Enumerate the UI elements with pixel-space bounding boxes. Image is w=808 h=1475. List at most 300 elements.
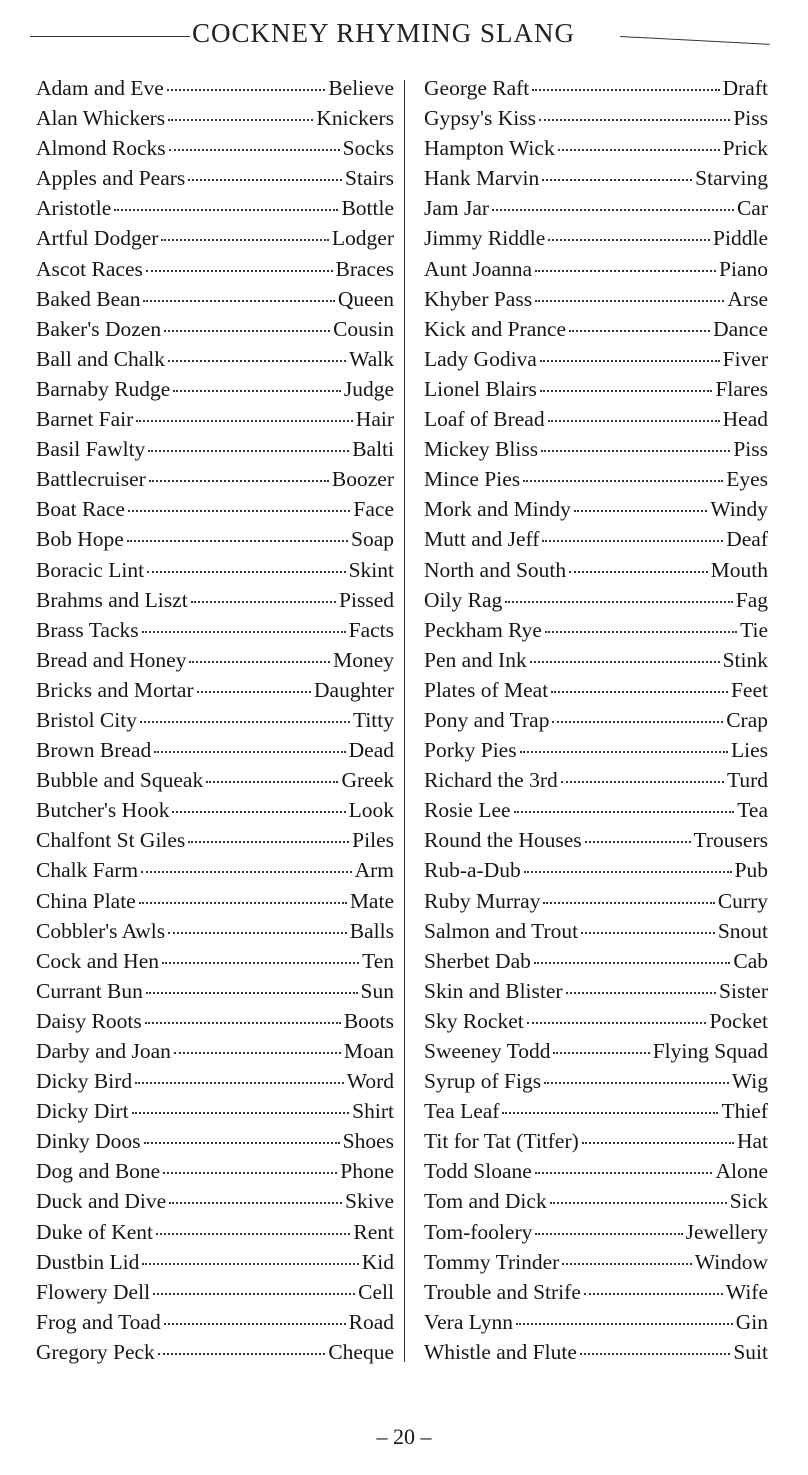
slang-meaning: Turd bbox=[726, 768, 768, 793]
dot-leader bbox=[135, 1082, 344, 1084]
slang-term: Hampton Wick bbox=[424, 136, 555, 161]
slang-meaning: Bottle bbox=[341, 196, 394, 221]
slang-term: Vera Lynn bbox=[424, 1309, 513, 1334]
dot-leader bbox=[580, 1353, 730, 1355]
dot-leader bbox=[145, 1022, 341, 1024]
dot-leader bbox=[562, 1263, 692, 1265]
slang-meaning: Shoes bbox=[342, 1129, 394, 1154]
slang-term: Butcher's Hook bbox=[36, 798, 170, 823]
slang-term: Jam Jar bbox=[424, 196, 490, 221]
slang-entry bbox=[36, 407, 394, 437]
slang-meaning: Flying Squad bbox=[652, 1039, 768, 1063]
slang-meaning: Skint bbox=[348, 557, 394, 582]
slang-entry bbox=[36, 437, 394, 467]
slang-meaning: Window bbox=[694, 1249, 768, 1274]
dot-leader bbox=[530, 661, 720, 663]
header-rule-right bbox=[620, 36, 770, 45]
slang-term: Dustbin Lid bbox=[36, 1249, 140, 1274]
slang-meaning: Phone bbox=[340, 1159, 394, 1184]
slang-term: Loaf of Bread bbox=[424, 407, 545, 432]
slang-term: Hank Marvin bbox=[424, 166, 540, 191]
slang-meaning: Rent bbox=[353, 1219, 394, 1244]
slang-entry bbox=[36, 1250, 394, 1280]
slang-term: Sweeney Todd bbox=[424, 1039, 551, 1063]
slang-term: Barnaby Rudge bbox=[36, 376, 171, 401]
slang-term: Dog and Bone bbox=[36, 1159, 161, 1184]
dot-leader bbox=[551, 691, 728, 693]
slang-entry bbox=[36, 196, 394, 226]
slang-meaning: Gin bbox=[735, 1309, 768, 1334]
dot-leader bbox=[162, 962, 359, 964]
slang-term: Baker's Dozen bbox=[36, 316, 162, 341]
slang-term: Sky Rocket bbox=[424, 1008, 524, 1033]
slang-meaning: Look bbox=[348, 798, 394, 823]
slang-entry bbox=[424, 858, 768, 888]
slang-term: Ruby Murray bbox=[424, 888, 541, 913]
slang-entry bbox=[424, 648, 768, 678]
slang-entry bbox=[424, 889, 768, 919]
slang-meaning: Snout bbox=[717, 918, 768, 943]
slang-meaning: Stink bbox=[722, 647, 768, 672]
slang-meaning: Lies bbox=[730, 738, 768, 763]
dot-leader bbox=[146, 270, 333, 272]
dot-leader bbox=[169, 149, 340, 151]
dot-leader bbox=[168, 932, 347, 934]
slang-term: Round the Houses bbox=[424, 828, 582, 853]
slang-entry bbox=[424, 768, 768, 798]
slang-term: Bubble and Squeak bbox=[36, 768, 204, 793]
slang-entry bbox=[424, 317, 768, 347]
slang-term: Richard the 3rd bbox=[424, 768, 558, 793]
slang-entry bbox=[36, 1129, 394, 1159]
slang-term: Flowery Dell bbox=[36, 1279, 151, 1304]
dot-leader bbox=[558, 149, 720, 151]
dot-leader bbox=[173, 390, 340, 392]
slang-entry bbox=[424, 1310, 768, 1340]
slang-meaning: Believe bbox=[328, 76, 394, 100]
dot-leader bbox=[585, 841, 691, 843]
slang-term: Barnet Fair bbox=[36, 407, 134, 432]
slang-meaning: Facts bbox=[348, 617, 394, 642]
slang-meaning: Crap bbox=[726, 707, 768, 732]
slang-meaning: Stairs bbox=[345, 166, 394, 191]
slang-term: Cobbler's Awls bbox=[36, 918, 166, 943]
slang-entry bbox=[424, 76, 768, 106]
slang-meaning: Titty bbox=[352, 707, 394, 732]
slang-entry bbox=[36, 919, 394, 949]
slang-entry bbox=[424, 467, 768, 497]
dot-leader bbox=[552, 721, 723, 723]
slang-meaning: Pub bbox=[734, 858, 768, 883]
slang-entry bbox=[36, 558, 394, 588]
dot-leader bbox=[132, 1112, 350, 1114]
slang-entry bbox=[424, 1189, 768, 1219]
dot-leader bbox=[149, 480, 329, 482]
slang-meaning: Fiver bbox=[722, 346, 768, 371]
slang-term: Ball and Chalk bbox=[36, 346, 165, 371]
slang-term: Tom and Dick bbox=[424, 1189, 547, 1214]
slang-entry bbox=[36, 828, 394, 858]
dot-leader bbox=[548, 420, 720, 422]
slang-term: Tommy Trinder bbox=[424, 1249, 560, 1274]
slang-entry bbox=[36, 858, 394, 888]
dot-leader bbox=[540, 390, 713, 392]
dot-leader bbox=[541, 450, 730, 452]
header-rule-left bbox=[30, 36, 190, 37]
slang-entry bbox=[424, 437, 768, 467]
slang-entry bbox=[424, 1220, 768, 1250]
slang-meaning: Wife bbox=[725, 1279, 768, 1304]
slang-meaning: Road bbox=[348, 1309, 394, 1334]
slang-meaning: Pocket bbox=[709, 1008, 768, 1033]
dot-leader bbox=[158, 1353, 326, 1355]
dot-leader bbox=[143, 300, 334, 302]
slang-meaning: Word bbox=[346, 1069, 394, 1094]
slang-term: Rosie Lee bbox=[424, 798, 511, 823]
column-divider bbox=[404, 80, 405, 1362]
slang-entry bbox=[424, 106, 768, 136]
slang-entry bbox=[36, 1280, 394, 1310]
dot-leader bbox=[139, 902, 347, 904]
dot-leader bbox=[581, 932, 715, 934]
slang-entry bbox=[424, 919, 768, 949]
slang-term: Brass Tacks bbox=[36, 617, 139, 642]
slang-term: Peckham Rye bbox=[424, 617, 542, 642]
slang-entry bbox=[36, 738, 394, 768]
slang-entry bbox=[424, 558, 768, 588]
slang-term: Daisy Roots bbox=[36, 1008, 142, 1033]
slang-meaning: Dance bbox=[713, 316, 768, 341]
slang-meaning: Eyes bbox=[726, 467, 768, 492]
slang-entry bbox=[424, 347, 768, 377]
slang-meaning: Ten bbox=[362, 948, 394, 973]
slang-term: Gypsy's Kiss bbox=[424, 106, 536, 131]
slang-term: Pony and Trap bbox=[424, 707, 550, 732]
dot-leader bbox=[574, 510, 707, 512]
slang-term: Alan Whickers bbox=[36, 106, 166, 131]
dot-leader bbox=[163, 1172, 337, 1174]
slang-term: Aristotle bbox=[36, 196, 112, 221]
slang-entry bbox=[36, 76, 394, 106]
slang-term: Bristol City bbox=[36, 707, 137, 732]
dot-leader bbox=[520, 751, 728, 753]
dot-leader bbox=[144, 1142, 340, 1144]
slang-entry bbox=[36, 1340, 394, 1370]
slang-meaning: Fag bbox=[735, 587, 768, 612]
slang-term: Tit for Tat (Titfer) bbox=[424, 1129, 579, 1154]
slang-entry bbox=[36, 588, 394, 618]
slang-term: Syrup of Figs bbox=[424, 1069, 542, 1094]
slang-term: Brown Bread bbox=[36, 738, 152, 763]
slang-entry bbox=[424, 1099, 768, 1129]
slang-entry bbox=[424, 1250, 768, 1280]
slang-entry bbox=[424, 226, 768, 256]
dot-leader bbox=[164, 1323, 346, 1325]
dot-leader bbox=[114, 209, 338, 211]
slang-entry bbox=[424, 949, 768, 979]
dot-leader bbox=[142, 1263, 358, 1265]
slang-meaning: Prick bbox=[722, 136, 768, 161]
slang-entry bbox=[36, 226, 394, 256]
slang-entry bbox=[424, 1009, 768, 1039]
dot-leader bbox=[168, 119, 313, 121]
slang-term: Whistle and Flute bbox=[424, 1339, 577, 1364]
slang-entry bbox=[36, 347, 394, 377]
slang-entry bbox=[424, 1129, 768, 1159]
slang-term: Skin and Blister bbox=[424, 978, 563, 1003]
dot-leader bbox=[167, 89, 326, 91]
page-title: COCKNEY RHYMING SLANG bbox=[192, 18, 576, 48]
slang-entry bbox=[36, 1099, 394, 1129]
slang-term: Bricks and Mortar bbox=[36, 677, 194, 702]
slang-entry bbox=[424, 136, 768, 166]
dot-leader bbox=[539, 119, 730, 121]
slang-entry bbox=[424, 708, 768, 738]
slang-entry bbox=[36, 979, 394, 1009]
slang-meaning: Flares bbox=[715, 376, 768, 401]
slang-entry bbox=[36, 678, 394, 708]
slang-entry bbox=[424, 497, 768, 527]
slang-meaning: Balls bbox=[349, 918, 394, 943]
slang-meaning: Dead bbox=[348, 738, 394, 763]
slang-entry bbox=[424, 828, 768, 858]
dot-leader bbox=[206, 781, 338, 783]
slang-entry bbox=[36, 1310, 394, 1340]
dot-leader bbox=[582, 1142, 734, 1144]
slang-entry bbox=[36, 1159, 394, 1189]
dot-leader bbox=[535, 270, 716, 272]
slang-term: Baked Bean bbox=[36, 286, 141, 311]
dot-leader bbox=[505, 601, 733, 603]
slang-term: Chalfont St Giles bbox=[36, 828, 186, 853]
slang-term: Bob Hope bbox=[36, 527, 124, 552]
dot-leader bbox=[569, 571, 708, 573]
slang-term: Rub-a-Dub bbox=[424, 858, 521, 883]
slang-entry bbox=[36, 648, 394, 678]
slang-term: North and South bbox=[424, 557, 567, 582]
slang-meaning: Starving bbox=[695, 166, 768, 191]
slang-term: Mince Pies bbox=[424, 467, 521, 492]
slang-meaning: Judge bbox=[343, 376, 394, 401]
dot-leader bbox=[550, 1202, 727, 1204]
slang-meaning: Deaf bbox=[726, 527, 768, 552]
slang-term: Trouble and Strife bbox=[424, 1279, 581, 1304]
slang-meaning: Piano bbox=[719, 256, 768, 281]
dot-leader bbox=[534, 962, 730, 964]
dot-leader bbox=[553, 1052, 649, 1054]
slang-term: Dinky Doos bbox=[36, 1129, 141, 1154]
slang-entry bbox=[36, 257, 394, 287]
slang-meaning: Kid bbox=[361, 1249, 394, 1274]
dot-leader bbox=[544, 1082, 729, 1084]
slang-term: Cock and Hen bbox=[36, 948, 159, 973]
slang-entry bbox=[36, 768, 394, 798]
slang-meaning: Piles bbox=[352, 828, 394, 853]
slang-meaning: Cell bbox=[358, 1279, 394, 1304]
slang-entry bbox=[36, 798, 394, 828]
slang-meaning: Mate bbox=[349, 888, 394, 913]
dot-leader bbox=[188, 179, 342, 181]
slang-term: Ascot Races bbox=[36, 256, 143, 281]
slang-meaning: Daughter bbox=[314, 677, 394, 702]
slang-entry bbox=[424, 166, 768, 196]
slang-term: Dicky Dirt bbox=[36, 1099, 129, 1124]
dot-leader bbox=[188, 841, 349, 843]
dot-leader bbox=[161, 239, 329, 241]
slang-term: George Raft bbox=[424, 76, 530, 100]
slang-term: Jimmy Riddle bbox=[424, 226, 546, 251]
slang-entry bbox=[424, 196, 768, 226]
slang-entry bbox=[36, 317, 394, 347]
dot-leader bbox=[524, 871, 732, 873]
slang-term: Pen and Ink bbox=[424, 647, 527, 672]
slang-term: Mork and Mindy bbox=[424, 497, 571, 522]
slang-meaning: Balti bbox=[352, 437, 394, 462]
slang-entry bbox=[36, 1039, 394, 1069]
slang-term: Basil Fawlty bbox=[36, 437, 146, 462]
slang-term: Artful Dodger bbox=[36, 226, 159, 251]
dot-leader bbox=[545, 631, 737, 633]
slang-entry bbox=[36, 949, 394, 979]
slang-meaning: Tie bbox=[740, 617, 768, 642]
slang-term: Brahms and Liszt bbox=[36, 587, 188, 612]
slang-meaning: Pissed bbox=[339, 587, 394, 612]
dot-leader bbox=[128, 510, 350, 512]
slang-meaning: Skive bbox=[345, 1189, 394, 1214]
slang-term: Chalk Farm bbox=[36, 858, 139, 883]
dot-leader bbox=[146, 992, 358, 994]
slang-meaning: Cheque bbox=[328, 1339, 394, 1364]
dot-leader bbox=[191, 601, 336, 603]
slang-entry bbox=[424, 287, 768, 317]
dot-leader bbox=[542, 540, 723, 542]
slang-entry bbox=[424, 1159, 768, 1189]
slang-meaning: Feet bbox=[730, 677, 768, 702]
slang-meaning: Hat bbox=[736, 1129, 768, 1154]
dot-leader bbox=[172, 811, 345, 813]
slang-meaning: Piddle bbox=[713, 226, 768, 251]
page-header bbox=[30, 14, 778, 58]
slang-meaning: Windy bbox=[710, 497, 768, 522]
slang-entry bbox=[424, 1280, 768, 1310]
slang-entry bbox=[424, 798, 768, 828]
dot-leader bbox=[147, 571, 346, 573]
slang-meaning: Draft bbox=[722, 76, 768, 100]
slang-term: Bread and Honey bbox=[36, 647, 187, 672]
slang-term: Apples and Pears bbox=[36, 166, 186, 191]
slang-meaning: Queen bbox=[337, 286, 394, 311]
slang-meaning: Alone bbox=[715, 1159, 768, 1184]
slang-meaning: Arm bbox=[354, 858, 394, 883]
dot-leader bbox=[141, 871, 351, 873]
slang-meaning: Piss bbox=[733, 437, 768, 462]
slang-term: Tea Leaf bbox=[424, 1099, 500, 1124]
slang-meaning: Money bbox=[333, 647, 394, 672]
dot-leader bbox=[542, 179, 692, 181]
slang-entry bbox=[36, 287, 394, 317]
slang-meaning: Boots bbox=[343, 1008, 394, 1033]
dot-leader bbox=[154, 751, 345, 753]
slang-term: Frog and Toad bbox=[36, 1309, 161, 1334]
slang-entry bbox=[424, 257, 768, 287]
left-column bbox=[36, 76, 394, 1370]
slang-term: Kick and Prance bbox=[424, 316, 567, 341]
slang-meaning: Car bbox=[736, 196, 768, 221]
dot-leader bbox=[566, 992, 716, 994]
slang-term: Gregory Peck bbox=[36, 1339, 155, 1364]
slang-entry bbox=[36, 1189, 394, 1219]
slang-meaning: Sick bbox=[729, 1189, 768, 1214]
dot-leader bbox=[492, 209, 734, 211]
slang-entry bbox=[36, 708, 394, 738]
slang-term: Boracic Lint bbox=[36, 557, 145, 582]
slang-meaning: Trousers bbox=[693, 828, 768, 853]
slang-term: Plates of Meat bbox=[424, 677, 549, 702]
slang-meaning: Face bbox=[353, 497, 394, 522]
slang-entry bbox=[424, 377, 768, 407]
dot-leader bbox=[532, 89, 719, 91]
dot-leader bbox=[169, 1202, 342, 1204]
dot-leader bbox=[189, 661, 330, 663]
right-column bbox=[424, 76, 768, 1370]
slang-entry bbox=[424, 1069, 768, 1099]
dot-leader bbox=[153, 1293, 355, 1295]
slang-entry bbox=[424, 738, 768, 768]
dot-leader bbox=[174, 1052, 341, 1054]
slang-meaning: Jewellery bbox=[685, 1219, 768, 1244]
slang-term: Aunt Joanna bbox=[424, 256, 533, 281]
dot-leader bbox=[540, 360, 720, 362]
slang-entry bbox=[424, 1340, 768, 1370]
dot-leader bbox=[142, 631, 346, 633]
slang-entry bbox=[36, 1009, 394, 1039]
slang-term: Currant Bun bbox=[36, 978, 143, 1003]
slang-meaning: Arse bbox=[727, 286, 768, 311]
slang-entry bbox=[424, 1039, 768, 1069]
slang-meaning: Shirt bbox=[352, 1099, 394, 1124]
slang-entry bbox=[36, 1069, 394, 1099]
slang-meaning: Mouth bbox=[710, 557, 768, 582]
slang-term: Darby and Joan bbox=[36, 1039, 171, 1063]
slang-entry bbox=[36, 527, 394, 557]
slang-meaning: Hair bbox=[355, 407, 394, 432]
slang-entry bbox=[424, 407, 768, 437]
slang-entry bbox=[36, 106, 394, 136]
slang-meaning: Piss bbox=[733, 106, 768, 131]
dot-leader bbox=[502, 1112, 718, 1114]
dot-leader bbox=[569, 330, 710, 332]
slang-meaning: Cousin bbox=[333, 316, 394, 341]
slang-term: Oily Rag bbox=[424, 587, 503, 612]
slang-term: Mickey Bliss bbox=[424, 437, 539, 462]
dot-leader bbox=[164, 330, 330, 332]
dot-leader bbox=[148, 450, 349, 452]
slang-term: Mutt and Jeff bbox=[424, 527, 540, 552]
slang-term: Lady Godiva bbox=[424, 346, 537, 371]
dot-leader bbox=[140, 721, 350, 723]
slang-term: Dicky Bird bbox=[36, 1069, 133, 1094]
dot-leader bbox=[548, 239, 710, 241]
slang-meaning: Lodger bbox=[331, 226, 394, 251]
slang-entry bbox=[424, 588, 768, 618]
dot-leader bbox=[156, 1233, 350, 1235]
dot-leader bbox=[535, 1172, 713, 1174]
dot-leader bbox=[197, 691, 311, 693]
slang-meaning: Soap bbox=[351, 527, 394, 552]
slang-term: Todd Sloane bbox=[424, 1159, 532, 1184]
slang-meaning: Braces bbox=[335, 256, 394, 281]
dot-leader bbox=[168, 360, 346, 362]
